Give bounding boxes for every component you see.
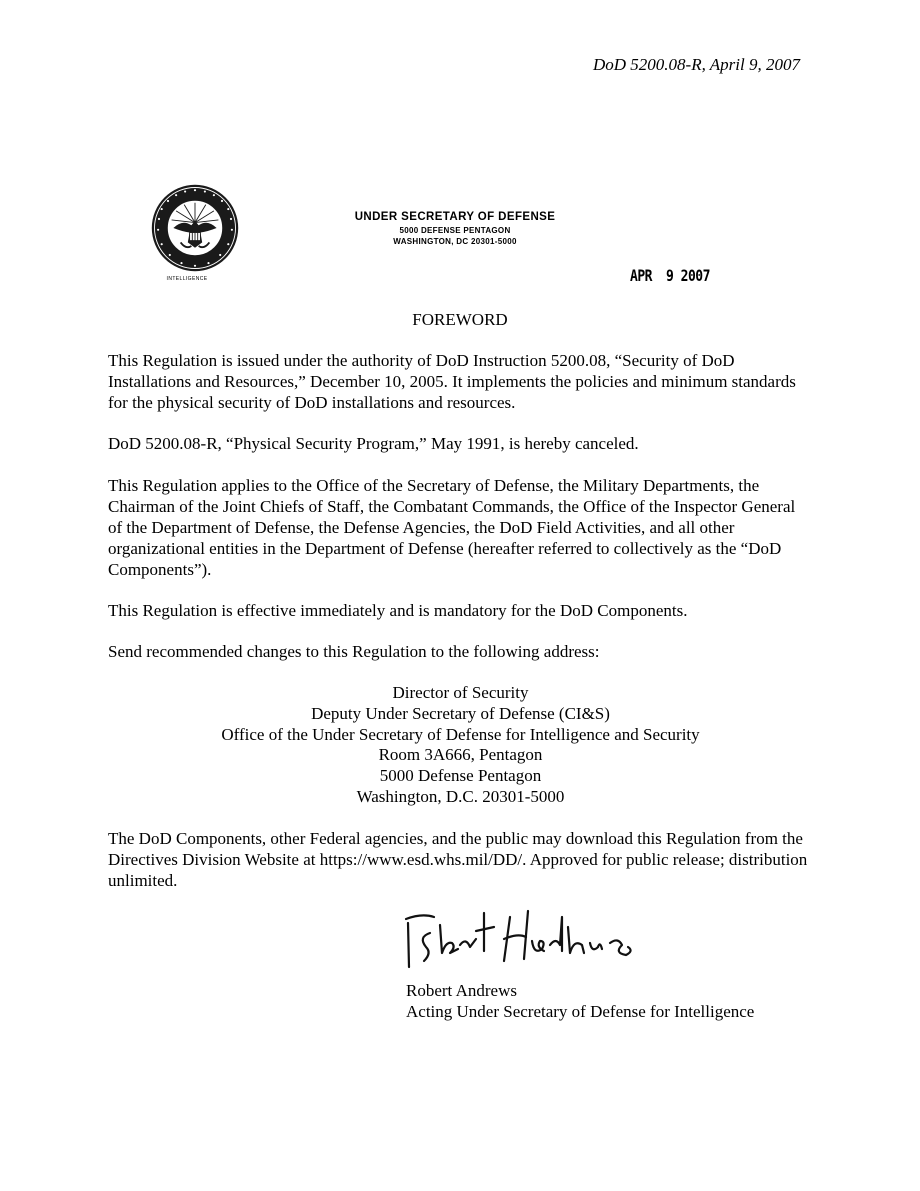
- foreword-title: FOREWORD: [412, 310, 508, 329]
- address-line: 5000 Defense Pentagon: [379, 766, 542, 786]
- date-stamp: [630, 267, 710, 286]
- address-line: Director of Security: [392, 683, 529, 702]
- address-line: Office of the Under Secretary of Defense for Intelligence and Security: [221, 724, 700, 744]
- paragraph-applicability: This Regulation applies to the Office of the Secretary of Defense, the Military Departments, the Chairman of the Joint Chiefs of Staff, the Combatant Commands, the Office of the Inspector General of the Department of Defense, the Defense Agencies, the DoD Field Activities, and all other organizational entities in the Department of Defense (hereafter referred to collectively as the “DoD Components”).: [108, 476, 796, 579]
- handwritten-signature-icon: [400, 903, 670, 975]
- paragraph-effective: This Regulation is effective immediately and is mandatory for the DoD Components.: [108, 601, 688, 620]
- letterhead-office: UNDER SECRETARY OF DEFENSE: [354, 211, 556, 223]
- address-line: Deputy Under Secretary of Defense (CI&S): [311, 703, 610, 723]
- paragraph-download: The DoD Components, other Federal agencies, and the public may download this Regulation from the Directives Division Website at https://www.esd.whs.mil/DD/. Approved for public release; distribution unlimited.: [108, 829, 808, 890]
- signer-name: Robert Andrews: [406, 981, 517, 1000]
- mailing-address: [108, 683, 813, 808]
- date-stamp-month: APR: [630, 267, 652, 286]
- letterhead: [290, 209, 620, 247]
- date-stamp-day: 9: [665, 267, 674, 286]
- letterhead-address-line2: WASHINGTON, DC 20301-5000: [393, 237, 517, 246]
- department-of-defense-seal-icon: [150, 183, 240, 273]
- paragraph-canceled: DoD 5200.08-R, “Physical Security Program,” May 1991, is hereby canceled.: [108, 434, 639, 453]
- signature-block: [406, 980, 754, 1022]
- address-line: Washington, D.C. 20301-5000: [356, 786, 565, 806]
- document-reference: DoD 5200.08-R, April 9, 2007: [593, 55, 800, 74]
- paragraph-send-changes: Send recommended changes to this Regulation to the following address:: [108, 642, 600, 661]
- letterhead-address-line1: 5000 DEFENSE PENTAGON: [399, 226, 511, 235]
- address-line: Room 3A666, Pentagon: [378, 745, 543, 765]
- paragraph-authority: This Regulation is issued under the authority of DoD Instruction 5200.08, “Security of DoD Installations and Resources,” December 10, 2005. It implements the policies and minimum standards for the physical security of DoD installations and resources.: [108, 351, 796, 412]
- signer-title: Acting Under Secretary of Defense for Intelligence: [406, 1002, 755, 1021]
- seal-caption: INTELLIGENCE: [166, 276, 208, 282]
- date-stamp-year: 2007: [680, 267, 710, 286]
